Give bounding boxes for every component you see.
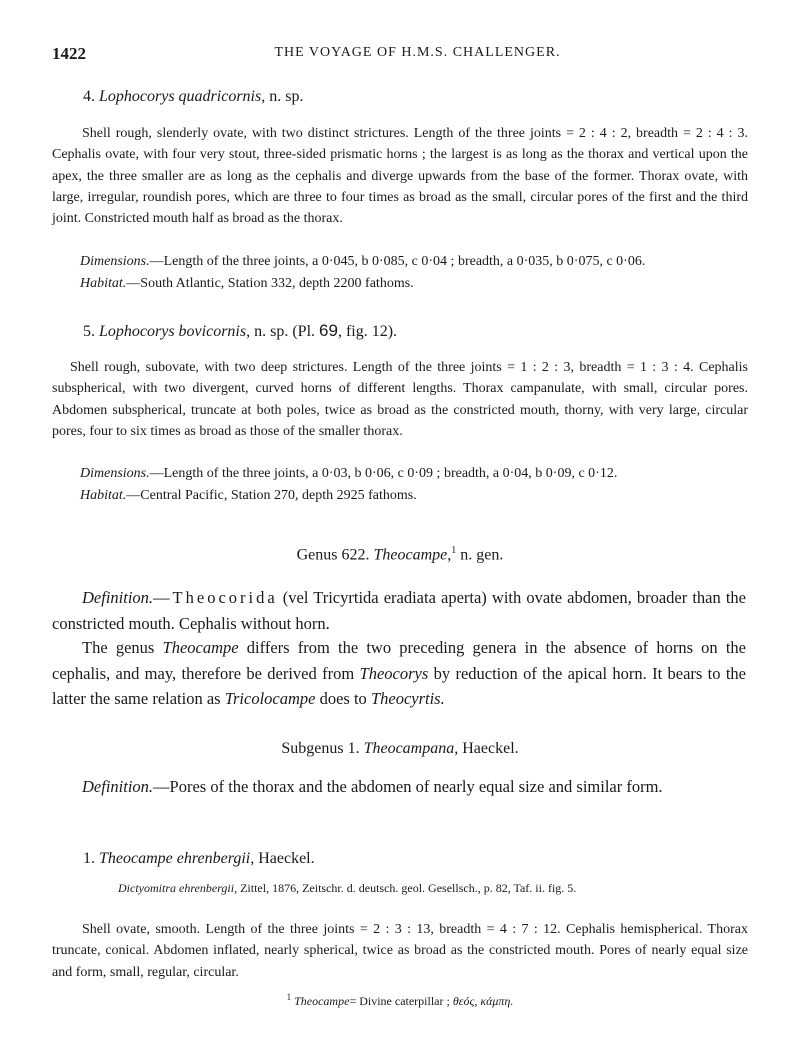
footnote-term: Theocampe [294,994,350,1008]
subgenus-name: Theocampana, [363,740,459,757]
species-4-description: Shell rough, slenderly ovate, with two distinct strictures. Length of the three joints = 2 : 4 : 2, breadth = 2 : 4 : 3. Cephalis ovate, with four very stout, three-sided prismatic horns ; the largest is as long as the thorax and vertical upon the apex, the three smaller are as long as the cephalis and diverge upwards from the base of the former. Thorax ovate, with large, irregular, roundish pores, which are three to four times as broad as the small, circular pores of the first and the third joint. Constricted mouth half as broad as the thorax. [52,126,748,227]
running-head: THE VOYAGE OF H.M.S. CHALLENGER. [274,45,561,60]
taxon-name: Theocampe [162,638,239,657]
species-name: Lophocorys quadricornis, [99,88,266,105]
taxon-name: Theocyrtis. [370,689,445,708]
subgenus-prefix: Subgenus 1. [281,740,360,757]
species-status: n. sp. [269,88,304,105]
dimensions-text: —Length of the three joints, a 0·03, b 0·06, c 0·09 ; breadth, a 0·04, b 0·09, c 0·12. [149,466,618,481]
footnote [0,992,800,1009]
genus-prefix: Genus 622. [296,546,370,564]
genus-status: n. gen. [460,546,504,564]
synonymy-reference [118,880,748,896]
genus-name: Theocampe, [373,546,452,564]
page-number: 1422 [52,44,86,63]
plate-label: Pl. [297,323,316,340]
remarks-text: differs from the two preceding genera in the absence of horns on the cephalis, and may, therefore be derived from [52,638,747,683]
species-1-title [83,850,315,868]
species-number: 1. [83,850,95,867]
dimensions-label: Dimensions. [80,466,150,481]
species-4-dimensions [80,254,645,270]
subgenus-heading [0,740,800,758]
species-5-habitat [80,488,417,504]
species-status: n. sp. ( [254,323,298,340]
remarks-text: The genus [82,638,155,657]
habitat-label: Habitat. [80,276,127,291]
species-name: Lophocorys bovicornis, [99,323,251,340]
species-number: 4. [83,88,95,105]
habitat-label: Habitat. [80,488,127,503]
species-number: 5. [83,323,95,340]
plate-number: 69 [319,321,338,340]
genus-remarks [52,635,746,712]
dimensions-text: —Length of the three joints, a 0·045, b 0·085, c 0·04 ; breadth, a 0·035, b 0·075, c 0·06. [149,254,646,269]
species-name: Theocampe ehrenbergii, [99,850,255,867]
synonym-citation: Zittel, 1876, Zeitschr. d. deutsch. geol. Gesellsch., p. 82, Taf. ii. fig. 5. [240,881,577,895]
footnote-greek: θεός, κάμπη. [452,994,514,1008]
species-4-title [83,88,303,106]
footnote-text: = Divine caterpillar ; [349,994,450,1008]
taxon-name: Tricolocampe [224,689,316,708]
species-4-habitat [80,276,414,292]
genus-heading [0,545,800,564]
subgenus-definition [52,774,746,800]
footnote-ref: 1 [451,545,457,556]
species-author: Haeckel. [258,850,315,867]
habitat-text: —Central Pacific, Station 270, depth 2925 fathoms. [126,488,417,503]
species-5-description: Shell rough, subovate, with two deep strictures. Length of the three joints = 1 : 2 : 3, breadth = 1 : 3 : 4. Cephalis subspherical, with two divergent, curved horns of different lengths. Thorax campanulate, with small, circular pores. Abdomen subspherical, truncate at both poles, twice as broad as the constricted mouth, thorny, with very large, circular pores, four to six times as broad as those of the smaller thorax. [52,360,748,439]
habitat-text: —South Atlantic, Station 332, depth 2200 fathoms. [126,276,414,291]
remarks-text: by reduction of the apical horn. It bears to the latter the same relation as [52,663,747,708]
definition-term: —Theocorida [153,588,278,607]
genus-definition [52,585,746,636]
definition-label: Definition. [82,588,154,607]
taxon-name: Theocorys [359,663,429,683]
figure-ref: , fig. 12). [337,323,398,340]
species-1-description: Shell ovate, smooth. Length of the three joints = 2 : 3 : 13, breadth = 4 : 7 : 12. Cephalis hemispherical. Thorax truncate, conical. Abdomen inflated, nearly spherical, twice as broad as the constricted mouth. Pores of nearly equal size and form, small, regular, circular. [52,922,748,980]
synonym-name: Dictyomitra ehrenbergii, [118,881,238,895]
definition-text: (vel Tricyrtida eradiata aperta) with ovate abdomen, broader than the constricted mouth. Cephalis without horn. [52,588,746,633]
species-5-dimensions [80,466,617,482]
remarks-text: does to [319,689,367,708]
species-5-title [83,321,397,341]
definition-text: —Pores of the thorax and the abdomen of nearly equal size and similar form. [153,777,663,796]
dimensions-label: Dimensions. [80,254,150,269]
subgenus-author: Haeckel. [462,740,519,757]
definition-label: Definition. [82,777,154,796]
footnote-mark: 1 [286,992,292,1002]
